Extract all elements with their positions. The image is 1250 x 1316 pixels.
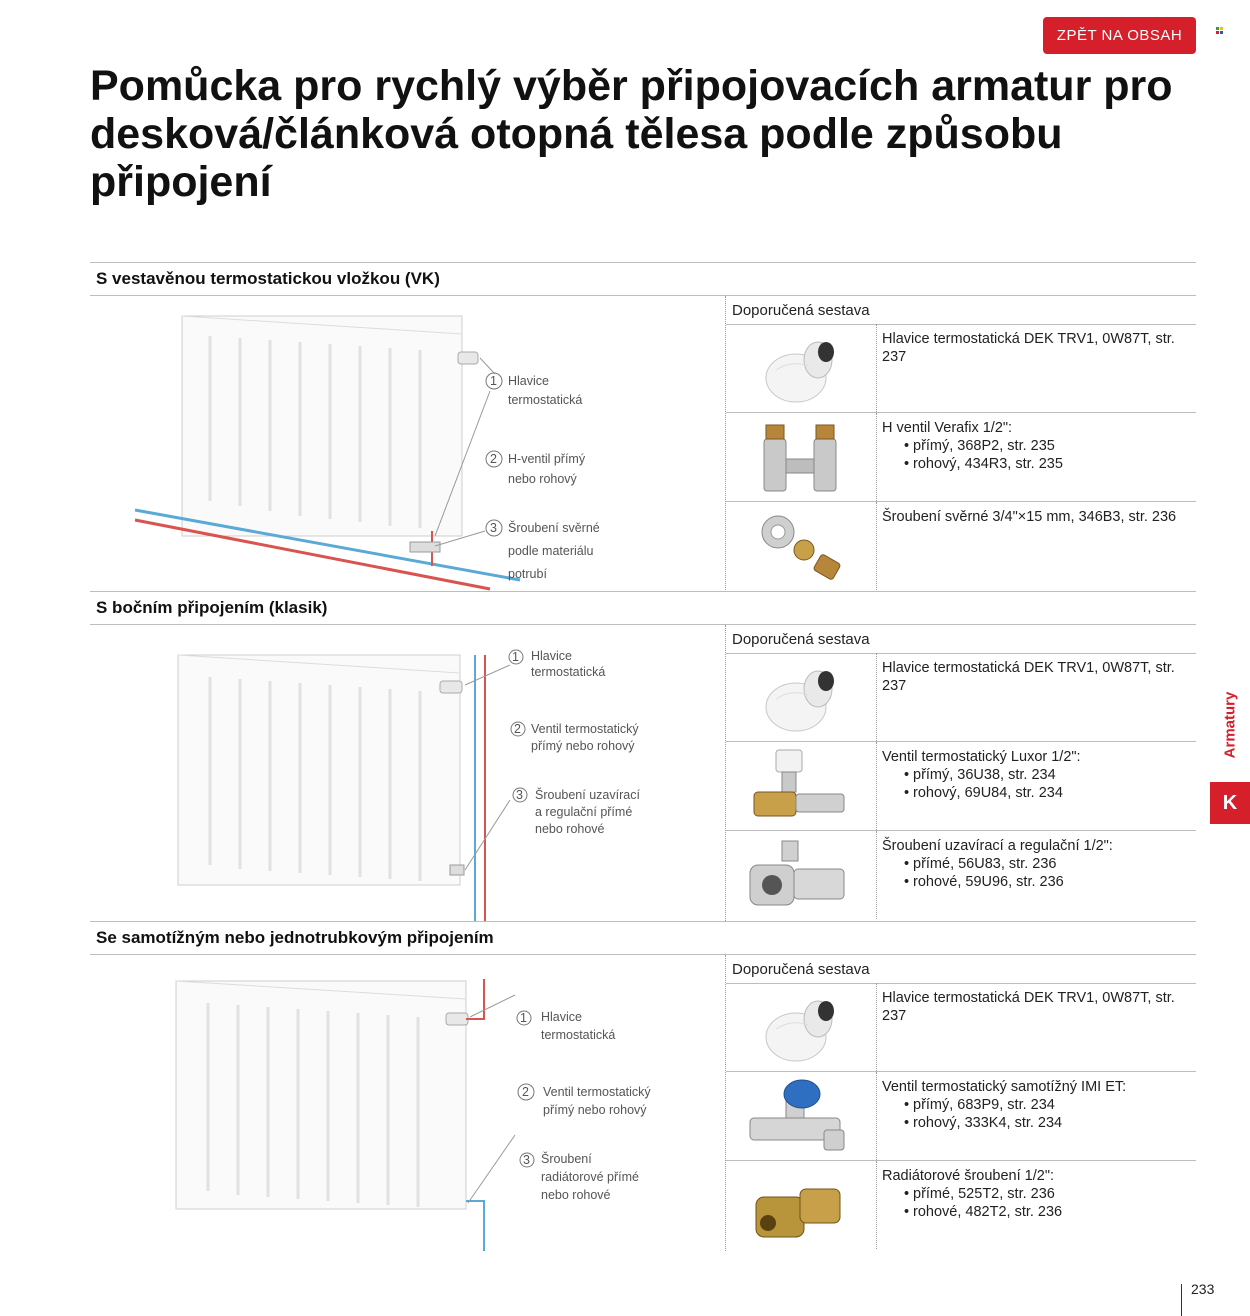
product-variant: • rohový, 434R3, str. 235 xyxy=(882,455,1192,473)
radiator-diagram-vk xyxy=(90,296,725,592)
svg-text:1: 1 xyxy=(512,650,519,664)
callout-3 xyxy=(520,1151,639,1202)
product-row xyxy=(726,742,1196,831)
callout-1-line2: termostatická xyxy=(508,393,583,407)
section-gravity-single-pipe xyxy=(90,921,1196,1251)
product-row xyxy=(726,324,1196,413)
page-number-divider xyxy=(1181,1284,1182,1316)
logo-mark-icon xyxy=(1216,27,1224,34)
callout-1 xyxy=(486,373,582,407)
radiator-diagram-side xyxy=(90,625,725,921)
thermostatic-head-icon xyxy=(746,330,856,406)
product-title: Radiátorové šroubení 1/2": xyxy=(882,1168,1055,1184)
thermostatic-valve-icon xyxy=(746,748,856,824)
gravity-valve-icon xyxy=(746,1078,856,1154)
callout-2-line2: nebo rohový xyxy=(508,472,577,486)
page-number: 233 xyxy=(1191,1281,1215,1297)
lockshield-fitting-icon xyxy=(746,837,856,913)
svg-text:2: 2 xyxy=(514,722,521,736)
svg-text:3: 3 xyxy=(523,1153,530,1167)
svg-text:2: 2 xyxy=(522,1085,529,1099)
callout-2-line2: přímý nebo rohový xyxy=(531,739,635,753)
callout-3 xyxy=(513,787,640,836)
callout-1-line1: Hlavice xyxy=(531,649,572,663)
callout-3-line2: a regulační přímé xyxy=(535,805,633,819)
product-title: Hlavice termostatická DEK TRV1, 0W87T, str. 237 xyxy=(882,990,1175,1024)
product-variant: • přímý, 683P9, str. 234 xyxy=(882,1096,1192,1114)
callout-1 xyxy=(509,649,605,679)
brass-union-icon xyxy=(746,1167,856,1243)
recommended-label: Doporučená sestava xyxy=(732,631,870,648)
product-variant: • přímé, 56U83, str. 236 xyxy=(882,855,1192,873)
callout-2-line2: přímý nebo rohový xyxy=(543,1103,647,1117)
svg-text:2: 2 xyxy=(490,452,497,466)
page-title: Pomůcka pro rychlý výběr připojovacích armatur pro desková/článková otopná tělesa podle způsobu připojení xyxy=(90,62,1173,206)
section-side-connection xyxy=(90,591,1196,921)
product-variant: • rohový, 333K4, str. 234 xyxy=(882,1114,1192,1132)
callout-2-line1: Ventil termostatický xyxy=(531,722,639,736)
product-title: Hlavice termostatická DEK TRV1, 0W87T, str. 237 xyxy=(882,660,1175,694)
callout-3-line2: podle materiálu xyxy=(508,544,594,558)
product-title: Ventil termostatický Luxor 1/2": xyxy=(882,749,1081,765)
callout-1 xyxy=(517,1010,615,1042)
thermostatic-head-icon xyxy=(746,989,856,1065)
recommended-label: Doporučená sestava xyxy=(732,302,870,319)
recommended-set xyxy=(726,625,1196,921)
product-variant: • rohové, 482T2, str. 236 xyxy=(882,1203,1192,1221)
callout-2 xyxy=(511,722,639,753)
product-row xyxy=(726,413,1196,502)
callout-3-line1: Šroubení xyxy=(541,1152,592,1166)
thermostatic-head-icon xyxy=(746,659,856,735)
chapter-side-tab[interactable]: Armatury xyxy=(1221,691,1239,759)
product-row xyxy=(726,831,1196,919)
callout-1-line2: termostatická xyxy=(541,1028,616,1042)
svg-text:3: 3 xyxy=(490,521,497,535)
product-variant: • rohové, 59U96, str. 236 xyxy=(882,873,1192,891)
product-row xyxy=(726,1161,1196,1249)
recommended-set xyxy=(726,955,1196,1251)
svg-text:1: 1 xyxy=(520,1011,527,1025)
product-variant: • přímé, 525T2, str. 236 xyxy=(882,1185,1192,1203)
product-title: H ventil Verafix 1/2": xyxy=(882,420,1013,436)
product-row xyxy=(726,1072,1196,1161)
callout-2-line1: Ventil termostatický xyxy=(543,1085,651,1099)
chapter-letter-badge[interactable]: K xyxy=(1210,782,1250,824)
section-heading: S vestavěnou termostatickou vložkou (VK) xyxy=(90,262,1196,296)
callout-2 xyxy=(486,451,586,486)
section-heading: Se samotížným nebo jednotrubkovým připojením xyxy=(90,921,1196,955)
callout-3 xyxy=(486,520,600,581)
product-title: Šroubení svěrné 3/4"×15 mm, 346B3, str. 236 xyxy=(882,509,1177,525)
callout-3-line3: potrubí xyxy=(508,567,547,581)
callout-2 xyxy=(518,1084,651,1117)
section-heading: S bočním připojením (klasik) xyxy=(90,591,1196,625)
product-title: Ventil termostatický samotížný IMI ET: xyxy=(882,1079,1127,1095)
h-valve-icon xyxy=(746,419,856,495)
recommended-label: Doporučená sestava xyxy=(732,961,870,978)
callout-3-line2: radiátorové přímé xyxy=(541,1170,639,1184)
product-title: Hlavice termostatická DEK TRV1, 0W87T, str. 237 xyxy=(882,331,1175,365)
callout-1-line1: Hlavice xyxy=(541,1010,582,1024)
callout-3-line1: Šroubení uzavírací xyxy=(535,788,640,802)
back-to-contents-button[interactable]: ZPĚT NA OBSAH xyxy=(1043,17,1196,54)
callout-3-line3: nebo rohové xyxy=(541,1188,611,1202)
callout-2-line1: H-ventil přímý xyxy=(508,452,586,466)
recommended-set xyxy=(726,296,1196,592)
section-vk xyxy=(90,262,1196,592)
product-variant: • přímý, 36U38, str. 234 xyxy=(882,766,1192,784)
product-row xyxy=(726,502,1196,590)
product-row xyxy=(726,983,1196,1072)
compression-fitting-icon xyxy=(746,508,856,584)
product-variant: • přímý, 368P2, str. 235 xyxy=(882,437,1192,455)
radiator-diagram-gravity xyxy=(90,955,725,1251)
product-title: Šroubení uzavírací a regulační 1/2": xyxy=(882,838,1113,854)
callout-1-line1: Hlavice xyxy=(508,374,549,388)
callout-3-line1: Šroubení svěrné xyxy=(508,521,600,535)
product-row xyxy=(726,653,1196,742)
svg-text:3: 3 xyxy=(516,788,523,802)
svg-text:1: 1 xyxy=(490,374,497,388)
product-variant: • rohový, 69U84, str. 234 xyxy=(882,784,1192,802)
callout-1-line2: termostatická xyxy=(531,665,606,679)
callout-3-line3: nebo rohové xyxy=(535,822,605,836)
